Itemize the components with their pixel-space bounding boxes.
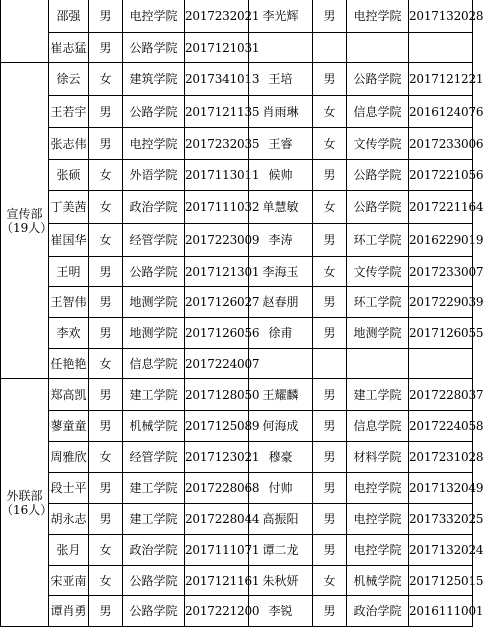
member-student-id: 2017121221 [409,63,473,96]
member-student-id: 2017121161 [185,566,249,596]
member-college: 建工学院 [123,379,185,411]
member-college: 公路学院 [123,596,185,627]
member-sex: 男 [313,596,347,627]
member-college: 电控学院 [123,0,185,33]
member-sex: 男 [313,160,347,191]
member-sex: 男 [313,63,347,96]
member-name: 穆豪 [249,442,313,473]
member-student-id: 2017224058 [409,411,473,442]
table-row [1,504,473,535]
member-sex: 女 [89,63,123,96]
member-college: 电控学院 [347,0,409,33]
member-student-id: 2017228037 [409,379,473,411]
member-sex: 女 [313,566,347,596]
member-student-id: 2017111032 [185,191,249,224]
member-sex: 男 [313,411,347,442]
member-name: 王若宇 [49,96,89,128]
member-name: 段士平 [49,473,89,504]
member-student-id: 2017332025 [409,504,473,535]
member-student-id: 2017224007 [185,349,249,379]
member-name: 张硕 [49,160,89,191]
member-student-id: 2017126027 [185,287,249,318]
member-college: 电控学院 [123,128,185,160]
member-college: 公路学院 [347,191,409,224]
table-row [1,411,473,442]
member-sex: 男 [89,411,123,442]
table-row [1,349,473,379]
member-sex: 男 [313,535,347,566]
table-row [1,287,473,318]
member-name: 张志伟 [49,128,89,160]
member-college: 环工学院 [347,224,409,257]
member-sex: 女 [89,442,123,473]
member-college: 材料学院 [347,442,409,473]
member-college: 机械学院 [123,411,185,442]
member-name: 宋亚南 [49,566,89,596]
member-college: 信息学院 [347,411,409,442]
member-student-id: 2017111071 [185,535,249,566]
member-college: 公路学院 [347,63,409,96]
member-sex: 男 [313,0,347,33]
member-college: 外语学院 [123,160,185,191]
member-college: 信息学院 [123,349,185,379]
member-college: 文传学院 [347,128,409,160]
member-name: 王明 [49,257,89,287]
member-sex: 女 [89,224,123,257]
member-student-id: 2017121135 [185,96,249,128]
department-cell [1,0,49,63]
member-sex: 男 [89,257,123,287]
member-name: 张月 [49,535,89,566]
member-college: 公路学院 [123,96,185,128]
member-student-id: 2017232021 [185,0,249,33]
member-student-id: 2017228044 [185,504,249,535]
member-college: 地测学院 [123,318,185,349]
table-row [1,596,473,627]
member-name: 谭肖勇 [49,596,89,627]
member-sex: 男 [313,224,347,257]
member-student-id: 2017126056 [185,318,249,349]
roster-body [1,0,483,627]
member-student-id: 2017113011 [185,160,249,191]
member-college: 公路学院 [123,257,185,287]
empty-cell [409,33,473,63]
member-name: 丁美茜 [49,191,89,224]
member-name: 徐云 [49,63,89,96]
member-student-id: 2017233007 [409,257,473,287]
member-sex: 女 [313,96,347,128]
table-row [1,128,473,160]
member-student-id: 2017229039 [409,287,473,318]
member-name: 邵强 [49,0,89,33]
member-sex: 男 [89,379,123,411]
table-row [1,318,473,349]
member-college: 公路学院 [347,160,409,191]
member-student-id: 2017232035 [185,128,249,160]
member-name: 李锐 [249,596,313,627]
member-student-id: 2017132024 [409,535,473,566]
table-row [1,224,473,257]
department-cell [1,63,53,379]
member-student-id: 2017121301 [185,257,249,287]
empty-cell [409,349,473,379]
member-sex: 女 [313,191,347,224]
member-college: 建工学院 [123,473,185,504]
member-name: 单慧敏 [249,191,313,224]
member-name: 蓼童童 [49,411,89,442]
member-name: 高振阳 [249,504,313,535]
member-college: 机械学院 [347,566,409,596]
member-college: 经管学院 [123,442,185,473]
member-sex: 男 [89,318,123,349]
member-name: 赵春朋 [249,287,313,318]
member-college: 建筑学院 [123,63,185,96]
table-row [1,535,473,566]
member-college: 文传学院 [347,257,409,287]
member-student-id: 2016229019 [409,224,473,257]
member-name: 崔志猛 [49,33,89,63]
department-cell [1,379,53,627]
member-student-id: 2017341013 [185,63,249,96]
member-sex: 男 [313,504,347,535]
member-name: 谭二龙 [249,535,313,566]
member-name: 朱秋妍 [249,566,313,596]
member-college: 建工学院 [347,379,409,411]
member-student-id: 2017123021 [185,442,249,473]
member-sex: 男 [313,318,347,349]
member-college: 环工学院 [347,287,409,318]
member-student-id: 2017223009 [185,224,249,257]
member-student-id: 2017233006 [409,128,473,160]
department-name: 宣传部 [6,206,43,221]
empty-cell [347,349,409,379]
table-row [1,0,473,33]
member-sex: 女 [313,257,347,287]
member-name: 候帅 [249,160,313,191]
department-count: （19人） [1,220,53,235]
member-college: 政治学院 [347,596,409,627]
member-name: 王智伟 [49,287,89,318]
member-college: 公路学院 [123,566,185,596]
member-name: 李欢 [49,318,89,349]
member-name: 肖雨琳 [249,96,313,128]
empty-cell [313,349,347,379]
member-college: 地测学院 [123,287,185,318]
member-name: 王睿 [249,128,313,160]
member-college: 地测学院 [347,318,409,349]
empty-cell [313,33,347,63]
member-name: 任艳艳 [49,349,89,379]
member-name: 何海成 [249,411,313,442]
member-college: 信息学院 [347,96,409,128]
member-student-id: 2017132028 [409,0,473,33]
member-college: 政治学院 [123,191,185,224]
department-count: （16人） [1,502,53,517]
member-sex: 女 [89,535,123,566]
table-row [1,63,473,96]
member-student-id: 2017126055 [409,318,473,349]
member-sex: 男 [313,287,347,318]
table-row [1,442,473,473]
member-student-id: 2017132049 [409,473,473,504]
member-sex: 女 [89,349,123,379]
member-student-id: 2017221164 [409,191,473,224]
table-row [1,191,473,224]
member-sex: 男 [89,473,123,504]
member-sex: 女 [89,191,123,224]
member-name: 李光辉 [249,0,313,33]
member-college: 电控学院 [347,473,409,504]
member-name: 崔国华 [49,224,89,257]
member-sex: 男 [313,442,347,473]
member-name: 周雅欣 [49,442,89,473]
member-sex: 男 [89,504,123,535]
member-student-id: 2017121031 [185,33,249,63]
member-college: 公路学院 [123,33,185,63]
department-name: 外联部 [6,488,43,503]
member-name: 付帅 [249,473,313,504]
member-name: 王培 [249,63,313,96]
member-name: 胡永志 [49,504,89,535]
member-student-id: 2017221200 [185,596,249,627]
member-name: 徐甫 [249,318,313,349]
member-name: 李涛 [249,224,313,257]
empty-cell [347,33,409,63]
table-row [1,473,473,504]
member-sex: 男 [89,596,123,627]
member-sex: 男 [89,0,123,33]
member-college: 政治学院 [123,535,185,566]
member-name: 李海玉 [249,257,313,287]
table-row [1,160,473,191]
table-row [1,96,473,128]
member-sex: 女 [313,128,347,160]
member-sex: 女 [89,566,123,596]
member-sex: 男 [89,128,123,160]
table-row [1,566,473,596]
member-sex: 男 [89,33,123,63]
member-student-id: 2016124076 [409,96,473,128]
member-sex: 男 [89,96,123,128]
member-college: 电控学院 [347,504,409,535]
member-sex: 男 [89,287,123,318]
table-row [1,33,473,63]
member-student-id: 2017228068 [185,473,249,504]
member-student-id: 2017125015 [409,566,473,596]
table-row [1,379,473,411]
member-sex: 男 [313,379,347,411]
member-student-id: 2017231028 [409,442,473,473]
table-row [1,257,473,287]
member-student-id: 2017125089 [185,411,249,442]
member-college: 电控学院 [347,535,409,566]
member-sex: 男 [313,473,347,504]
member-name: 郑高凯 [49,379,89,411]
member-college: 经管学院 [123,224,185,257]
member-student-id: 2017128050 [185,379,249,411]
member-student-id: 2016111001 [409,596,473,627]
member-student-id: 2017221056 [409,160,473,191]
member-college: 建工学院 [123,504,185,535]
member-sex: 女 [89,160,123,191]
member-name: 王耀麟 [249,379,313,411]
